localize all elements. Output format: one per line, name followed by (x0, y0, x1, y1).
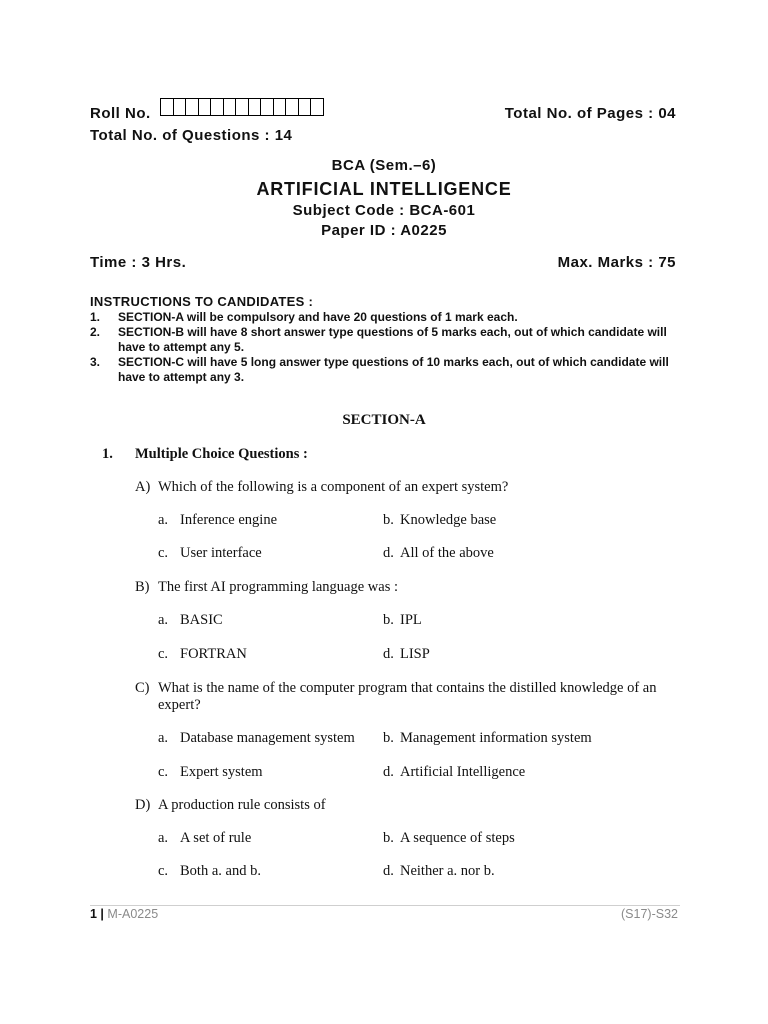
option-text: Knowledge base (400, 512, 497, 528)
option-letter: d. (383, 863, 394, 879)
roll-no-box (273, 98, 287, 116)
roll-no-box (285, 98, 299, 116)
part-label: D) (135, 797, 151, 813)
option-letter: d. (383, 764, 394, 780)
page-number: 1 | (90, 907, 104, 921)
instruction-number: 2. (90, 325, 101, 339)
instruction-text: SECTION-B will have 8 short answer type questions of 5 marks each, out of which candidate will have to attempt any 5. (118, 325, 667, 354)
subject-code: Subject Code : BCA-601 (292, 202, 476, 219)
option-text: All of the above (400, 545, 494, 561)
option-text: Neither a. nor b. (400, 863, 495, 879)
part-label: C) (135, 680, 150, 696)
paper-code: M-A0225 (107, 907, 159, 921)
option-letter: d. (383, 545, 394, 561)
roll-no-box (235, 98, 249, 116)
page-footer-left (90, 907, 158, 921)
option-letter: a. (158, 730, 169, 746)
option-text: Artificial Intelligence (400, 764, 526, 780)
option-letter: a. (158, 512, 169, 528)
option-letter: b. (383, 830, 394, 846)
instructions-list (90, 310, 690, 390)
option-letter: d. (383, 646, 394, 662)
part-question: A production rule consists of (158, 797, 326, 813)
part-question: The first AI programming language was : (158, 579, 398, 595)
option-letter: c. (158, 863, 169, 879)
option-letter: a. (158, 612, 169, 628)
subject-title: ARTIFICIAL INTELLIGENCE (256, 179, 512, 199)
time-limit: Time : 3 Hrs. (90, 254, 187, 271)
roll-no-box (173, 98, 187, 116)
option-letter: b. (383, 730, 394, 746)
roll-no-boxes (160, 98, 323, 116)
option-text: Management information system (400, 730, 592, 746)
option-text: IPL (400, 612, 422, 628)
instruction-text: SECTION-A will be compulsory and have 20 questions of 1 mark each. (118, 310, 518, 324)
option-text: A set of rule (180, 830, 252, 846)
part-question: What is the name of the computer program that contains the distilled knowledge of an expert? (158, 680, 657, 713)
option-text: Database management system (180, 730, 355, 746)
part-question: Which of the following is a component of an expert system? (158, 479, 509, 495)
course-name: BCA (Sem.–6) (331, 157, 437, 174)
roll-no-box (198, 98, 212, 116)
part-label: B) (135, 579, 150, 595)
instructions-title: INSTRUCTIONS TO CANDIDATES : (90, 294, 314, 309)
instruction-text: SECTION-C will have 5 long answer type questions of 10 marks each, out of which candidate will have to attempt any 3. (118, 355, 669, 384)
option-text: User interface (180, 545, 262, 561)
option-text: A sequence of steps (400, 830, 515, 846)
roll-no-box (248, 98, 262, 116)
roll-no-box (185, 98, 199, 116)
option-letter: a. (158, 830, 169, 846)
instruction-number: 1. (90, 310, 101, 324)
option-letter: b. (383, 512, 394, 528)
roll-no-label: Roll No. (90, 105, 151, 122)
option-text: Inference engine (180, 512, 278, 528)
page-footer-right: (S17)-S32 (621, 907, 678, 921)
roll-no-box (223, 98, 237, 116)
roll-no-box (298, 98, 312, 116)
footer-divider (90, 905, 680, 906)
paper-id: Paper ID : A0225 (321, 222, 447, 239)
option-letter: c. (158, 545, 169, 561)
max-marks: Max. Marks : 75 (557, 254, 676, 271)
roll-no-box (210, 98, 224, 116)
option-text: FORTRAN (180, 646, 247, 662)
section-title: SECTION-A (342, 412, 426, 428)
instruction-number: 3. (90, 355, 101, 369)
part-label: A) (135, 479, 151, 495)
roll-no-box (310, 98, 324, 116)
total-pages: Total No. of Pages : 04 (504, 105, 676, 122)
roll-no-box (160, 98, 174, 116)
option-text: Expert system (180, 764, 263, 780)
question-title: Multiple Choice Questions : (135, 446, 308, 462)
option-text: LISP (400, 646, 430, 662)
roll-no-box (260, 98, 274, 116)
option-text: BASIC (180, 612, 223, 628)
total-questions: Total No. of Questions : 14 (90, 127, 293, 144)
option-letter: b. (383, 612, 394, 628)
option-text: Both a. and b. (180, 863, 261, 879)
option-letter: c. (158, 764, 169, 780)
question-number: 1. (102, 446, 113, 462)
option-letter: c. (158, 646, 169, 662)
